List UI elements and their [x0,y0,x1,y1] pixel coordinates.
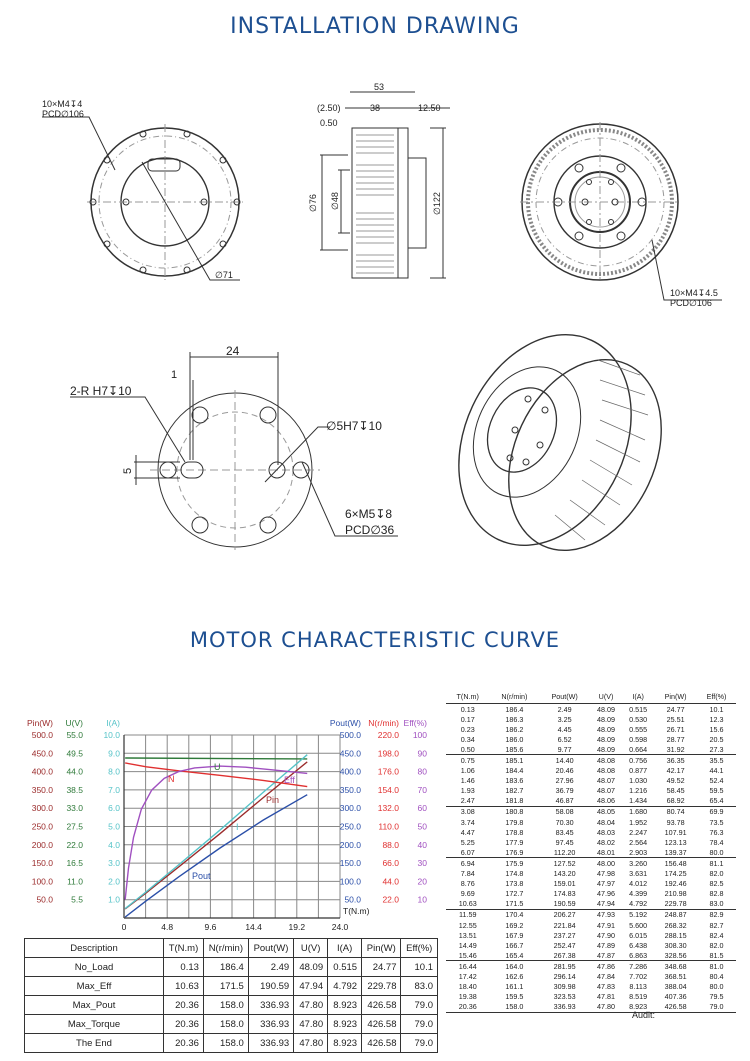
isometric-view-drawing [426,306,691,575]
svg-text:Pin(W): Pin(W) [27,718,53,728]
svg-text:50.0: 50.0 [344,894,361,905]
svg-text:Eff(%): Eff(%) [403,718,427,728]
svg-text:50.0: 50.0 [36,894,53,905]
svg-text:49.5: 49.5 [66,748,83,759]
data-row: 19.38 159.5 323.53 47.81 8.519 407.36 79.5 [458,992,724,1002]
detail-dowel-label: ∅5H7↧10 [326,419,382,433]
data-row: 9.69 172.7 174.83 47.96 4.399 210.98 82.8 [460,889,724,899]
svg-text:500.0: 500.0 [31,730,53,740]
side-d122-label: ∅122 [432,192,442,215]
side-d48-label: ∅48 [330,192,340,210]
data-row: 4.47 178.8 83.45 48.03 2.247 107.91 76.3 [460,827,724,837]
summary-header: Description [25,939,164,958]
data-header: U(V) [590,689,622,704]
data-row: 3.74 179.8 70.30 48.04 1.952 93.78 73.5 [460,817,724,827]
side-flange-label: (2.50) [317,103,341,113]
svg-text:100.0: 100.0 [31,876,53,887]
summary-row: Max_Torque 20.36 158.0 336.93 47.80 8.923 426.58 79.0 [25,1015,438,1034]
svg-text:450.0: 450.0 [31,748,53,759]
summary-row: No_Load 0.13 186.4 2.49 48.09 0.515 24.77 10.1 [25,958,438,977]
data-row: 16.44 164.0 281.95 47.86 7.286 348.68 81.0 [458,961,724,971]
data-row: 12.55 169.2 221.84 47.91 5.600 268.32 82.7 [458,920,724,930]
audit-label: Audit: [632,1010,656,1020]
summary-header: Pout(W) [248,939,293,958]
svg-text:1.0: 1.0 [108,894,120,905]
svg-text:4.8: 4.8 [161,922,174,932]
data-row: 0.13 186.4 2.49 48.09 0.515 24.77 10.1 [460,704,724,714]
data-row: 17.42 162.6 296.14 47.84 7.702 368.51 80.4 [458,971,724,981]
svg-text:27.5: 27.5 [66,821,83,832]
svg-text:80: 80 [417,766,427,777]
data-header: Pout(W) [539,689,590,704]
svg-text:6.0: 6.0 [108,803,120,814]
svg-text:60: 60 [417,803,427,814]
svg-text:55.0: 55.0 [66,730,83,740]
detail-pin-holes-label: 2-R H7↧10 [70,384,132,398]
detail-span-label: 24 [226,344,240,358]
svg-text:0: 0 [121,922,127,932]
svg-text:11.0: 11.0 [67,876,83,887]
data-header: Eff(%) [697,689,736,704]
svg-text:132.0: 132.0 [377,803,399,814]
svg-text:2.0: 2.0 [108,876,120,887]
svg-text:5.5: 5.5 [71,894,83,905]
svg-text:400.0: 400.0 [31,766,53,777]
data-row: 18.40 161.1 309.98 47.83 8.113 388.04 80.0 [458,982,724,992]
summary-row: Max_Pout 20.36 158.0 336.93 47.80 8.923 426.58 79.0 [25,996,438,1015]
svg-text:300.0: 300.0 [31,803,53,814]
svg-text:Pout: Pout [192,871,211,881]
svg-text:154.0: 154.0 [377,784,399,795]
svg-text:16.5: 16.5 [66,858,83,869]
svg-text:T(N.m): T(N.m) [343,906,370,916]
svg-text:150.0: 150.0 [31,858,53,869]
performance-data-table [446,689,736,1013]
data-row: 13.51 167.9 237.27 47.90 6.015 288.15 82.4 [458,930,724,940]
svg-text:I(A): I(A) [106,718,120,728]
svg-text:38.5: 38.5 [66,784,83,795]
svg-text:198.0: 198.0 [377,748,399,759]
summary-header: I(A) [328,939,362,958]
svg-text:22.0: 22.0 [66,839,83,850]
svg-text:250.0: 250.0 [31,821,53,832]
svg-text:7.0: 7.0 [108,784,120,795]
svg-text:14.4: 14.4 [245,922,262,932]
motor-curve-title: MOTOR CHARACTERISTIC CURVE [189,628,561,652]
svg-text:220.0: 220.0 [377,730,399,740]
summary-row: Max_Eff 10.63 171.5 190.59 47.94 4.792 229.78 83.0 [25,977,438,996]
svg-text:176.0: 176.0 [377,766,399,777]
svg-text:250.0: 250.0 [339,821,361,832]
installation-drawing-title: INSTALLATION DRAWING [230,14,520,39]
svg-text:8.0: 8.0 [108,766,120,777]
data-row: 10.63 171.5 190.59 47.94 4.792 229.78 83.0 [446,899,736,910]
svg-text:100: 100 [412,730,427,740]
summary-table [24,938,438,1053]
front-pcd-label: PCD∅106 [42,109,84,119]
svg-text:110.0: 110.0 [378,821,399,832]
data-row: 1.06 184.4 20.46 48.08 0.877 42.17 44.1 [460,766,724,776]
svg-text:5.0: 5.0 [108,821,120,832]
rear-view-drawing [520,122,722,300]
side-hub-label: 12.50 [418,103,441,113]
svg-text:U(V): U(V) [65,718,83,728]
svg-text:22.0: 22.0 [382,894,399,905]
summary-header: Pin(W) [362,939,401,958]
data-row: 0.23 186.2 4.45 48.09 0.555 26.71 15.6 [460,724,724,734]
svg-text:200.0: 200.0 [31,839,53,850]
data-header: T(N.m) [446,689,489,704]
svg-text:40: 40 [417,839,427,850]
data-header: N(r/min) [489,689,539,704]
svg-text:24.0: 24.0 [331,922,349,932]
svg-text:3.0: 3.0 [108,858,120,869]
svg-text:66.0: 66.0 [382,858,399,869]
svg-text:N(r/min): N(r/min) [368,718,399,728]
detail-pcd-label: PCD∅36 [345,523,395,537]
svg-text:500.0: 500.0 [339,730,361,740]
svg-text:9.6: 9.6 [204,922,217,932]
svg-text:4.0: 4.0 [108,839,120,850]
svg-text:Eff: Eff [284,775,295,785]
rear-holes-label: 10×M4↧4.5 [670,288,718,298]
side-body-label: 38 [370,103,381,113]
rear-pcd-label: PCD∅106 [670,298,712,308]
data-row: 0.17 186.3 3.25 48.09 0.530 25.51 12.3 [460,714,724,724]
data-row: 0.34 186.0 6.52 48.09 0.598 28.77 20.5 [460,734,724,744]
svg-text:10: 10 [417,894,427,905]
svg-text:400.0: 400.0 [339,766,361,777]
svg-text:9.0: 9.0 [108,748,120,759]
svg-text:U: U [214,762,221,772]
svg-text:Pout(W): Pout(W) [329,718,361,728]
svg-text:70: 70 [417,784,427,795]
svg-text:300.0: 300.0 [339,803,361,814]
side-total-label: 53 [374,82,385,92]
svg-text:350.0: 350.0 [339,784,361,795]
front-holes-label: 10×M4↧4 [42,99,83,109]
summary-row: The End 20.36 158.0 336.93 47.80 8.923 426.58 79.0 [25,1034,438,1053]
svg-text:20: 20 [417,876,427,887]
svg-text:N: N [168,774,175,784]
data-header: I(A) [622,689,654,704]
data-row: 3.08 180.8 58.08 48.05 1.680 80.74 69.9 [460,807,724,817]
svg-text:I: I [236,822,239,832]
svg-text:50: 50 [417,821,427,832]
svg-text:90: 90 [417,748,427,759]
data-row: 1.46 183.6 27.96 48.07 1.030 49.52 52.4 [460,776,724,786]
svg-text:150.0: 150.0 [339,858,361,869]
svg-text:Pin: Pin [266,795,280,805]
side-gap-label: 0.50 [320,118,338,128]
data-row: 8.76 173.8 159.01 47.97 4.012 192.46 82.5 [460,879,724,889]
data-row: 7.84 174.8 143.20 47.98 3.631 174.25 82.0 [460,869,724,879]
data-row: 14.49 166.7 252.47 47.89 6.438 308.30 82.0 [458,940,724,950]
data-row: 5.25 177.9 97.45 48.02 2.564 123.13 78.4 [460,837,724,847]
data-row: 15.46 165.4 267.38 47.87 6.863 328.56 81.5 [446,950,736,961]
summary-header: T(N.m) [164,939,204,958]
svg-text:200.0: 200.0 [339,839,361,850]
svg-text:44.0: 44.0 [66,766,83,777]
data-row: 0.75 185.1 14.40 48.08 0.756 36.35 35.5 [460,756,724,766]
data-row: 0.50 185.6 9.77 48.09 0.664 31.92 27.3 [446,744,736,755]
data-header: Pin(W) [654,689,697,704]
summary-header: Eff(%) [401,939,438,958]
data-row: 2.47 181.8 46.87 48.06 1.434 68.92 65.4 [446,796,736,807]
side-d76-label: ∅76 [308,194,318,212]
data-row: 6.07 176.9 112.20 48.01 2.903 139.37 80.0 [446,847,736,858]
summary-header: U(V) [294,939,328,958]
svg-text:450.0: 450.0 [339,748,361,759]
svg-text:30: 30 [417,858,427,869]
svg-text:19.2: 19.2 [288,922,306,932]
data-row: 1.93 182.7 36.79 48.07 1.216 58.45 59.5 [460,786,724,796]
svg-text:88.0: 88.0 [382,839,399,850]
detail-height-label: 5 [122,467,134,474]
detail-threads-label: 6×M5↧8 [345,507,393,521]
summary-header: N(r/min) [203,939,248,958]
svg-text:10.0: 10.0 [103,730,120,740]
detail-offset-label: 1 [171,369,178,381]
data-row: 20.36 158.0 336.93 47.80 8.923 426.58 79.0 [446,1002,736,1013]
svg-text:44.0: 44.0 [382,876,399,887]
svg-text:100.0: 100.0 [339,876,361,887]
svg-text:350.0: 350.0 [31,784,53,795]
front-bore-label: ∅71 [215,270,233,280]
data-row: 11.59 170.4 206.27 47.93 5.192 248.87 82.9 [459,910,724,920]
svg-text:33.0: 33.0 [66,803,83,814]
data-row: 6.94 175.9 127.52 48.00 3.260 156.48 81.1 [460,858,724,868]
